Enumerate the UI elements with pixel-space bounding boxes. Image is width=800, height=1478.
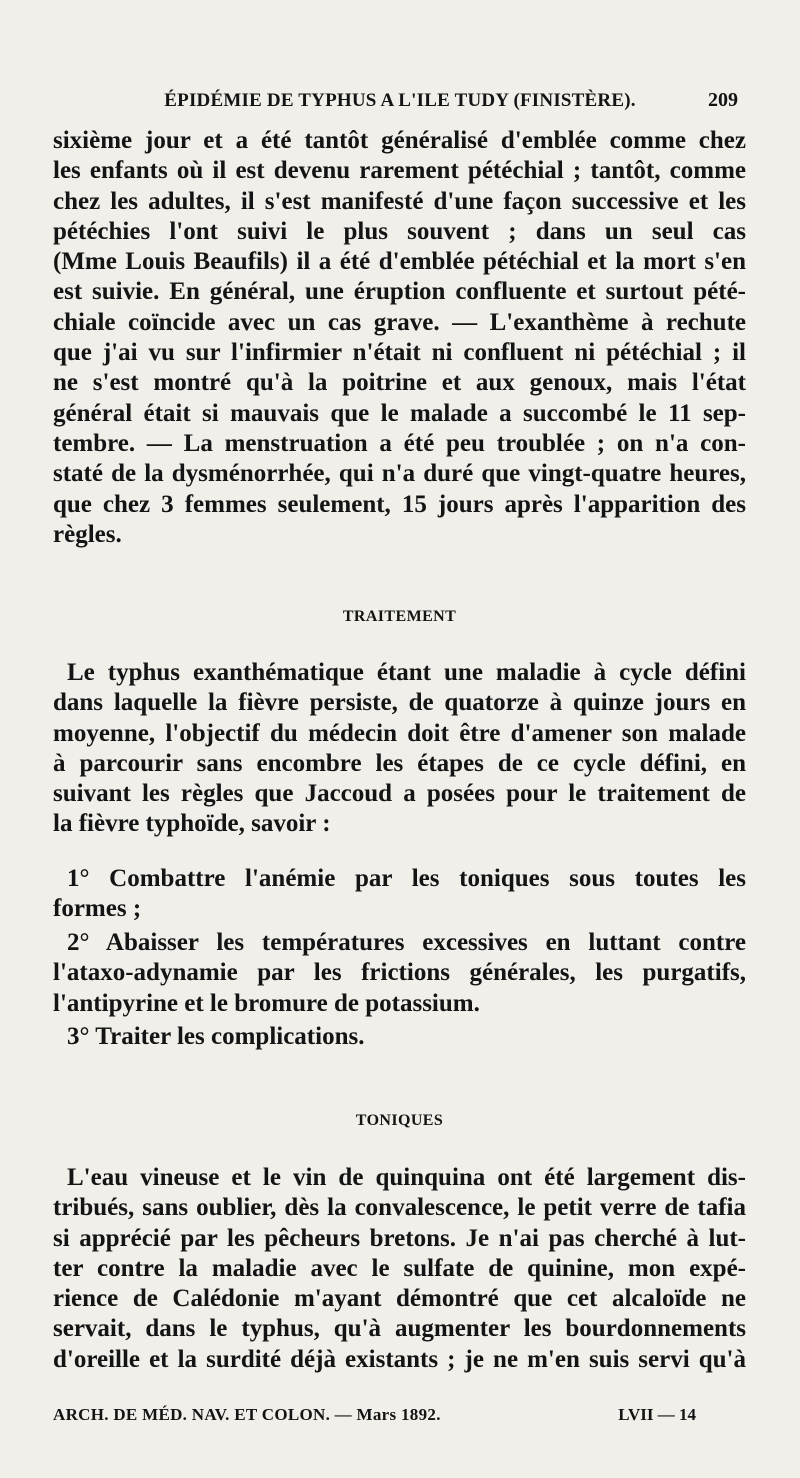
text-line: tembre. — La menstruation a été peu troublée ; on n'a con- (53, 429, 746, 457)
heading-toniques: TONIQUES (355, 1112, 444, 1129)
paragraph-toniques (53, 1163, 746, 1375)
signature-mark: LVII — 14 (618, 1405, 696, 1424)
text-line: l'ataxo-adynamie par les frictions générales, les purgatifs, (53, 959, 746, 987)
text-line: à parcourir sans encombre les étapes de ce cycle défini, en (53, 749, 746, 777)
text-line: rience de Calédonie m'ayant démontré que cet alcaloïde ne (53, 1285, 746, 1313)
text-line: l'antipyrine et le bromure de potassium. (53, 989, 480, 1017)
text-line: chiale coïncide avec un cas grave. — L'exanthème à rechute (53, 308, 746, 336)
page-footer (53, 1405, 746, 1425)
text-line: sixième jour et a été tantôt généralisé d'emblée comme chez (53, 127, 746, 154)
list-item-1 (53, 864, 746, 925)
text-line: L'eau vineuse et le vin de quinquina ont été largement dis- (67, 1164, 746, 1191)
text-line: (Mme Louis Beaufils) il a été d'emblée pétéchial et la mort s'en (53, 248, 746, 276)
text-line: staté de la dysménorrhée, qui n'a duré que vingt-quatre heures, (53, 460, 746, 488)
text-line: 2° Abaisser les températures excessives en luttant contre (67, 929, 746, 956)
running-title: ÉPIDÉMIE DE TYPHUS A L'ILE TUDY (FINISTÈRE). (164, 90, 636, 111)
page-number: 209 (708, 89, 738, 111)
text-line: servait, dans le typhus, qu'à augmenter les bourdonnements (53, 1315, 746, 1343)
text-line: d'oreille et la surdité déjà existants ; je ne m'en suis servi qu'à (53, 1345, 746, 1373)
text-line: les enfants où il est devenu rarement pétéchial ; tantôt, comme (53, 157, 746, 185)
text-line: formes ; (53, 895, 142, 923)
text-line: si apprécié par les pêcheurs bretons. Je n'ai pas cherché à lut- (53, 1224, 746, 1252)
text-line: 3° Traiter les complications. (67, 1023, 365, 1050)
text-line: moyenne, l'objectif du médecin doit être d'amener son malade (53, 719, 746, 747)
text-line: pétéchies l'ont suivi le plus souvent ; dans un seul cas (53, 217, 746, 245)
list-item-2 (53, 928, 746, 1019)
text-line: ter contre la maladie avec le sulfate de quinine, mon expé- (53, 1254, 746, 1282)
page-header (52, 84, 748, 118)
text-line: que chez 3 femmes seulement, 15 jours après l'apparition des (53, 490, 746, 518)
text-line: règles. (53, 520, 122, 548)
text-line: ne s'est montré qu'à la poitrine et aux genoux, mais l'état (53, 369, 746, 397)
journal-citation: ARCH. DE MÉD. NAV. ET COLON. — Mars 1892. (53, 1405, 441, 1424)
text-line: général était si mauvais que le malade a succombé le 11 sep- (53, 399, 746, 427)
text-line: dans laquelle la fièvre persiste, de quatorze à quinze jours en (53, 689, 746, 717)
text-line: tribués, sans oublier, dès la convalescence, le petit verre de tafia (53, 1194, 746, 1222)
text-line: suivant les règles que Jaccoud a posées pour le traitement de (53, 780, 746, 808)
text-line: la fièvre typhoïde, savoir : (53, 810, 331, 838)
paragraph-eruption (53, 126, 746, 550)
text-line: Le typhus exanthématique étant une maladie à cycle défini (67, 659, 746, 686)
paragraph-traitement (53, 658, 746, 840)
text-line: est suivie. En général, une éruption confluente et surtout pété- (53, 278, 746, 306)
text-line: que j'ai vu sur l'infirmier n'était ni confluent ni pétéchial ; il (53, 339, 746, 367)
text-line: 1° Combattre l'anémie par les toniques sous toutes les (67, 865, 746, 892)
heading-traitement: TRAITEMENT (342, 608, 457, 625)
list-item-3 (53, 1022, 746, 1052)
text-line: chez les adultes, il s'est manifesté d'une façon successive et les (53, 187, 746, 215)
